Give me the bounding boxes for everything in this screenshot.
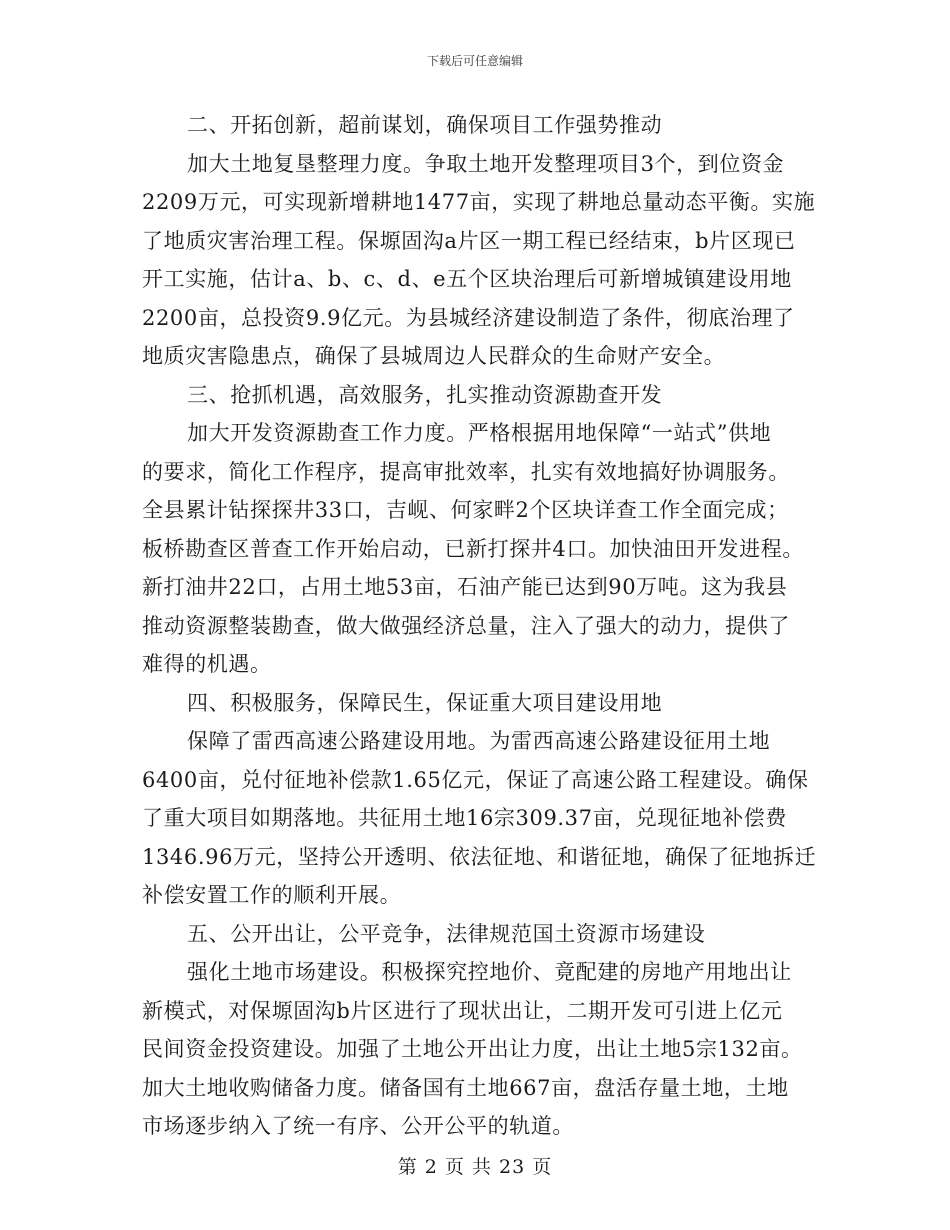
section-heading-5: 五、公开出让，公平竞争，法律规范国土资源市场建设 xyxy=(187,921,706,946)
paragraph-line: 难得的机遇。 xyxy=(142,652,272,676)
paragraph-line: 6400亩，兑付征地补偿款1.65亿元，保证了高速公路工程建设。确保 xyxy=(142,767,809,792)
paragraph-line: 新模式，对保塬固沟b片区进行了现状出让，二期开发可引进上亿元 xyxy=(142,998,783,1023)
paragraph-line: 民间资金投资建设。加强了土地公开出让力度，出让土地5宗132亩。 xyxy=(142,1037,803,1061)
section-heading-3: 三、抢抓机遇，高效服务，扎实推动资源勘查开发 xyxy=(187,382,663,407)
paragraph-line: 开工实施，估计a、b、c、d、e五个区块治理后可新增城镇建设用地 xyxy=(142,267,792,291)
section-heading-4: 四、积极服务，保障民生，保证重大项目建设用地 xyxy=(187,690,663,715)
paragraph-line: 1346.96万元，坚持公开透明、依法征地、和谐征地，确保了征地拆迁 xyxy=(142,844,817,869)
paragraph-line: 加大土地收购储备力度。储备国有土地667亩，盘活存量土地，土地 xyxy=(142,1075,789,1100)
paragraph-line: 市场逐步纳入了统一有序、公开公平的轨道。 xyxy=(142,1114,574,1138)
paragraph-line: 的要求，简化工作程序，提高审批效率，扎实有效地搞好协调服务。 xyxy=(142,459,790,484)
section-heading-2: 二、开拓创新，超前谋划，确保项目工作强势推动 xyxy=(187,113,663,137)
paragraph-line: 加大开发资源勘查工作力度。严格根据用地保障“一站式”供地 xyxy=(187,421,772,445)
paragraph-line: 推动资源整装勘查，做大做强经济总量，注入了强大的动力，提供了 xyxy=(142,613,790,638)
paragraph-line: 强化土地市场建设。积极探究控地价、竟配建的房地产用地出让 xyxy=(187,960,792,984)
page-number-footer: 第 2 页 共 23 页 xyxy=(397,1156,553,1178)
paragraph-line: 新打油井22口，占用土地53亩，石油产能已达到90万吨。这为我县 xyxy=(142,575,788,599)
paragraph-line: 加大土地复垦整理力度。争取土地开发整理项目3个，到位资金 xyxy=(187,151,785,176)
paragraph-line: 2209万元，可实现新增耕地1477亩，实现了耕地总量动态平衡。实施 xyxy=(142,190,816,214)
paragraph-line: 了地质灾害治理工程。保塬固沟a片区一期工程已经结束，b片区现已 xyxy=(142,228,796,253)
paragraph-line: 地质灾害隐患点，确保了县城周边人民群众的生命财产安全。 xyxy=(142,344,726,368)
document-body xyxy=(142,106,817,1146)
paragraph-line: 保障了雷西高速公路建设用地。为雷西高速公路建设征用土地 xyxy=(187,729,771,753)
page-header-note: 下载后可任意编辑 xyxy=(426,54,523,68)
paragraph-line: 2200亩，总投资9.9亿元。为县城经济建设制造了条件，彻底治理了 xyxy=(142,305,795,330)
paragraph-line: 补偿安置工作的顺利开展。 xyxy=(142,883,402,907)
paragraph-line: 了重大项目如期落地。共征用土地16宗309.37亩，兑现征地补偿费 xyxy=(142,806,787,830)
paragraph-line: 全县累计钻探探井33口，吉岘、何家畔2个区块详查工作全面完成； xyxy=(142,498,789,522)
paragraph-line: 板桥勘查区普查工作开始启动，已新打探井4口。加快油田开发进程。 xyxy=(142,536,804,561)
